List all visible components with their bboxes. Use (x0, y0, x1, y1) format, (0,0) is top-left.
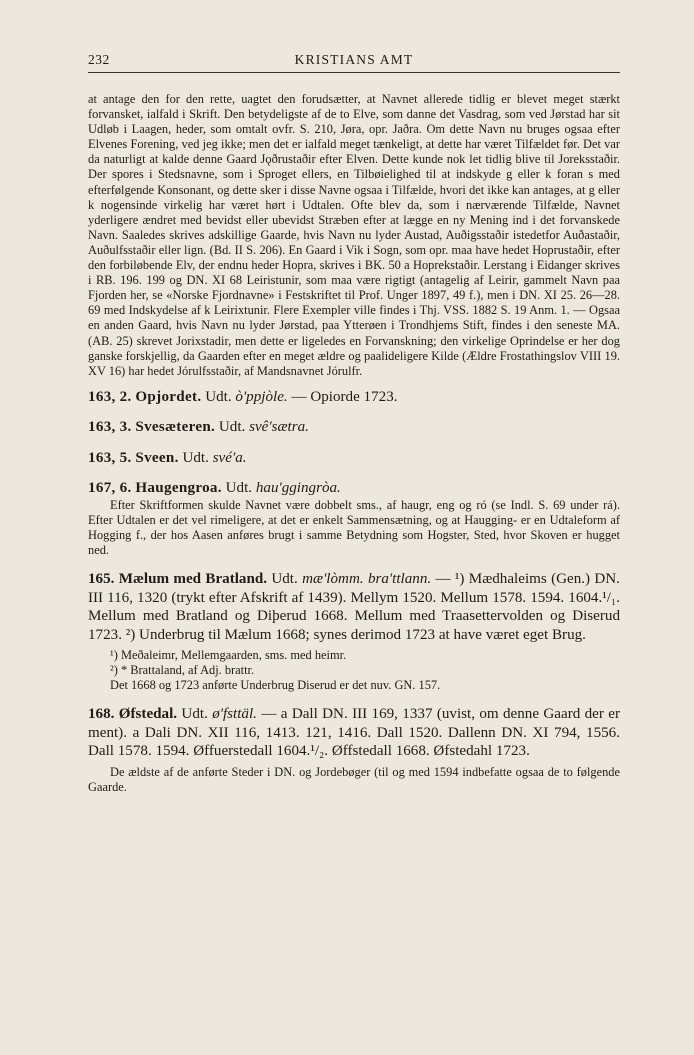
page-number: 232 (88, 52, 110, 67)
page-body (88, 92, 620, 795)
entry-163-5: 163, 5. Sveen. Udt. své'a. (88, 449, 247, 466)
paragraph-haugengroa: Efter Skriftformen skulde Navnet være dobbelt sms., af haugr, eng og ró (se Indl. S. 69 under rá). Efter Udtalen er det vel rimeligere, at det er enkelt Sammensætning, og at Haugging- er en Udtaleform af Hogging f., der hos Aasen anføres brugt i samme Betydning som Hogster, Sted, hvor Skoven er hugget ned. (88, 497, 620, 558)
paragraph-jorstad: at antage den for den rette, uagtet den forudsætter, at Navnet allerede tidlig er blevet meget stærkt forvansket, ialfald i Skrift. Den betydeligste af de to Elve, som danne det Vasdrag, som ved Jørstad har sit Udløb i Laagen, heder, som omtalt ovfr. S. 210, Jøra, opr. Jaðra. Om dette Navn nu bruges ogsaa efter Elvenes Forening, ved jeg ikke; men det er ialfald meget tænkeligt, at dette har været Tilfældet før. Det var da naturligt at kalde denne Gaard Jǫðrustaðir efter Elven. Dette kunde nok let tidlig blive til Joreksstaðir. Der spores i Stedsnavne, som i Sproget ellers, en Tilbøielighed til at indskyde g eller k foran s med efterfølgende Konsonant, og dette sker i disse Navne ogsaa i Tilfælde, hvori det ikke kan antages, at g eller k nogensinde virkelig har været hørt i Udtalen. Ofte blev da, som i nærværende Tilfælde, Navnet yderligere ændret med bevidst eller ubevidst Stræben efter at lægge en ny Mening ind i det forvanskede Navn. Saaledes skrives adskillige Gaarde, hvis Navn nu lyder Austad, Auðigsstaðir istedetfor Auðastaðir, Auðulfsstaðir eller lign. (Bd. II S. 206). En Gaard i Vik i Sogn, som opr. maa have hedet Hoprustaðir, efter den forbiløbende Elv, der endnu heder Hopra, skrives i BK. 50 a Hoprekstaðir. Lerstang i Eidanger skrives i RB. 196. 199 og DN. XI 68 Leiristunir, som maa være rigtigt (antagelig af Leirir, gammelt Navn paa Fjorden her, se «Norske Fjordnavne» i Festskriftet til Prof. Unger 1897, 49 f.), men i DN. XI 25. 26—28. 69 med Indskydelse af k Leirixtunir. Flere Exempler ville findes i Thj. VSS. 1882 S. 19 Anm. 1. — Ogsaa en anden Gaard, hvis Navn nu lyder Jørstad, paa Ytterøen i Trondhjems Stift, findes i den seneste MA. (AB. 25) skrevet Jorixstadir, men dette er ligeledes en Forvanskning; den virkelige Oprindelse er her dog ganske forskjellig, da Gaarden efter en meget ældre og paalideligere Kilde (Ældre Frostathingslov VIII 19. XV 16) har hedet Jórulfsstaðir, af Mandsnavnet Jórulfr. (88, 92, 620, 378)
entry-163-3: 163, 3. Svesæteren. Udt. svê'sætra. (88, 419, 309, 436)
footnote-1: ¹) Meðaleimr, Mellemgaarden, sms. med heimr. (110, 648, 347, 663)
footnote-note: Det 1668 og 1723 anførte Underbrug Diserud er det nuv. GN. 157. (110, 678, 441, 693)
page-header (88, 52, 620, 70)
running-title: KRISTIANS AMT (294, 52, 414, 67)
footnote-2: ²) * Brattaland, af Adj. brattr. (110, 663, 255, 678)
entry-168: 168. Øfstedal. Udt. ø'fsttäl. — a Dall DN. III 169, 1337 (uvist, om denne Gaard der er ment). a Dali DN. XII 116, 1413. 121, 1416. Dall 1520. Dallenn DN. XI 794, 1556. Dall 1578. 1594. Øffuerstedall 1604.¹/₂. Øffstedall 1668. Øfstedahl 1723. (88, 706, 620, 760)
entry-165: 165. Mælum med Bratland. Udt. mæ'lòmm. bra'ttlann. — ¹) Mædhaleims (Gen.) DN. III 116, 1320 (trykt efter Afskrift af 1439). Mellym 1520. Mellum 1578. 1594. 1604.¹/₁. Mellum med Bratland og Diþerud 1668. Mellum med Traasettervolden og Diserud 1723. ²) Underbrug til Mælum 1668; synes derimod 1723 at have været eget Brug. (88, 571, 620, 643)
entry-163-2: 163, 2. Opjordet. Udt. ò'ppjòle. — Opiorde 1723. (88, 388, 398, 405)
header-rule (88, 72, 620, 73)
paragraph-closing: De ældste af de anførte Steder i DN. og Jordebøger (til og med 1594 indbefatte ogsaa de to følgende Gaarde. (88, 764, 620, 795)
entry-167-6: 167, 6. Haugengroa. Udt. hau'ggingròa. (88, 480, 341, 497)
